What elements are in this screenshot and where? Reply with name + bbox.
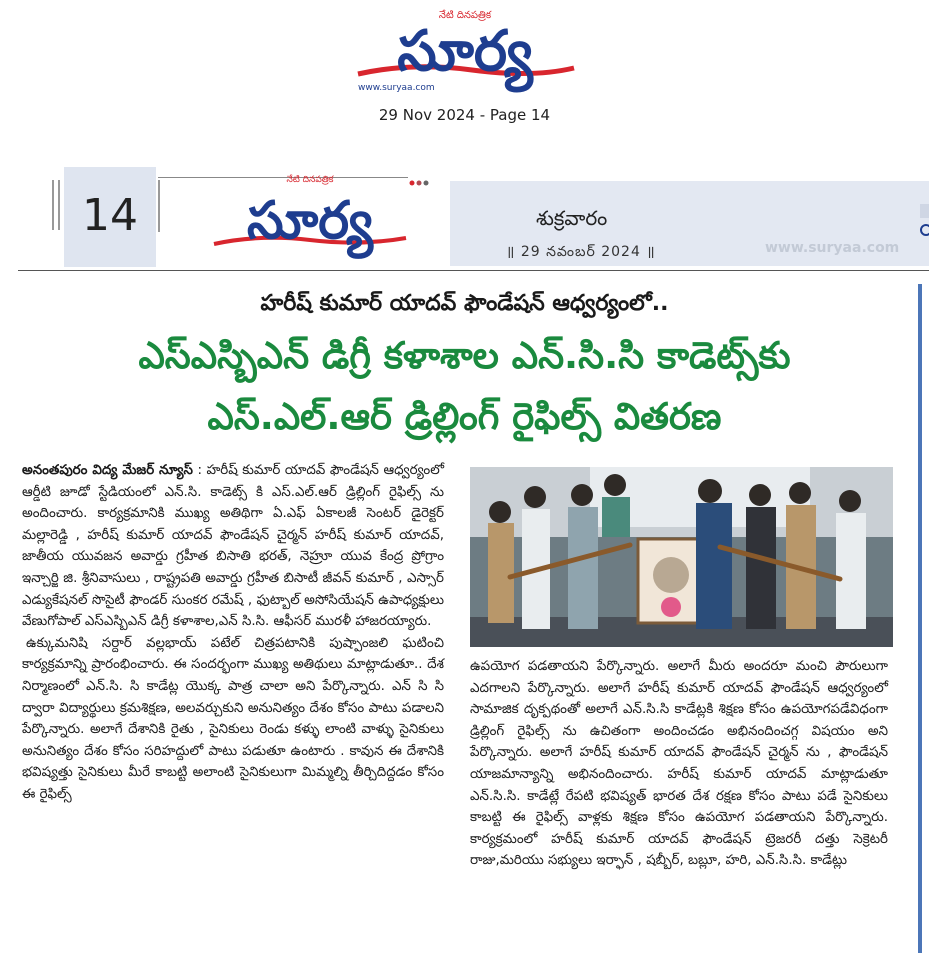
masthead-logo — [352, 4, 578, 96]
divider — [158, 180, 160, 232]
masthead-url: www.suryaa.com — [358, 83, 435, 93]
event-photo — [470, 467, 893, 647]
cropped-logo-fragment — [916, 200, 929, 240]
edition-line: 29 Nov 2024 - Page 14 — [378, 106, 551, 124]
divider — [58, 180, 60, 230]
divider — [52, 180, 54, 230]
article-paragraph — [22, 460, 444, 633]
article-headline-line-1: ఎస్ఎస్బిఎన్ డిగ్రీ కళాశాల ఎన్.సి.సి కాడెట్స్‌కు — [138, 334, 791, 377]
paragraph-text: : హరీష్ కుమార్ యాదవ్ ఫౌండేషన్ ఆధ్వర్యంలో ఆర్డీటి జూడో స్టేడియంలో ఎన్.సి. కాడెట్స్ కి ఎస్.ఎల్.ఆర్ డ్రిల్లింగ్ రైఫిల్స్ ను అందించారు. కార్యక్రమానికి ముఖ్య అతిథిగా ఏ.ఎఫ్ ఏకాలజీ సెంటర్ డైరెక్టర్ మల్లారెడ్డి , హరీష్ కుమార్ యాదవ్ ఫౌండేషన్ చైర్మన్ హరీష్ కుమార్ యాదవ్, జాతీయ యువజన అవార్డు గ్రహీత బిసాతి భరత్, నెహ్రూ యువ కేంద్ర ప్రోగ్రాం ఇన్చార్జి జి. శ్రీనివాసులు , రాష్ట్రపతి అవార్డు గ్రహీత బిసాటీ జీవన్ కుమార్ , ఎస్సార్ ఎడ్యుకేషనల్ సొసైటీ ఫౌండర్ సుంకర రమేష్ , ఫుట్బాల్ అసోసియేషన్ ఉపాధ్యక్షులు వేణుగోపాల్ ఎస్ఎస్బిఎన్ డిగ్రీ కళాశాల,ఎన్ సి.సి. ఆఫీసర్ మురళీ హాజరయ్యారు. — [22, 463, 444, 630]
header-url: www.suryaa.com — [765, 240, 900, 256]
article-column-left — [22, 460, 444, 806]
article-paragraph: ఉక్కుమనిషి సర్దార్ వల్లభాయ్ పటేల్ చిత్రపటానికి పుష్పాంజలి ఘటించి కార్యక్రమాన్ని ప్రారంభించారు. ఈ సందర్భంగా ముఖ్య అతిథులు మాట్లాడుతూ.. దేశ నిర్మాణంలో ఎన్.సి. సి కాడేట్ల యొక్క పాత్ర చాలా అని పేర్కొన్నారు. ఎన్ సి సి ద్వారా విద్యార్థులు క్రమశిక్షణ, అలవర్చుకుని అనునిత్యం దేశం కోసం పాటు పడాలని పేర్కొన్నారు. అలాగే దేశానికి రైతు , సైనికులు రెండు కళ్ళు లాంటి వాళ్ళు సైనికులు అనునిత్యం దేశం కోసం సరిహద్దులో పాటు పడుతూ ఉంటారు . కావున ఈ దేశానికి భవిష్యత్తు సైనికులు మీరే కాబట్టి అలాంటి సైనికులుగా మిమ్మల్ని తీర్చిదిద్దడం కోసం ఈ రైఫిల్స్ — [22, 635, 444, 802]
header-logo-text: సూర్య — [247, 191, 373, 251]
masthead-logo-text: సూర్య — [397, 19, 533, 84]
page-number: 14 — [82, 190, 138, 241]
issue-date: ॥ 29 నవంబర్ 2024 ॥ — [506, 244, 656, 260]
header-logo-tagline: నేటి దినపత్రిక — [286, 175, 334, 185]
masthead-tagline: నేటి దినపత్రిక — [438, 10, 492, 21]
article-column-right — [470, 656, 888, 872]
article-paragraph: ఉపయోగ పడతాయని పేర్కొన్నారు. అలాగే మీరు అందరూ మంచి పౌరులుగా ఎదగాలని పేర్కొన్నారు. అలాగే హరీష్ కుమార్ యాదవ్ ఫౌండేషన్ ఆధ్వర్యంలో సామాజిక దృక్పథంతో అలాగే ఎన్.సి.సి కాడేట్లకి శిక్షణ కోసం ఉపయోగపడేవిధంగా డ్రిల్లింగ్ రైఫిల్స్ ను ఉచితంగా అందించడం అభినందించగ్గ విషయం అని పేర్కొన్నారు. అలాగే హరీష్ కుమార్ యాదవ్ ఫౌండేషన్ చైర్మన్ ను , ఫౌండేషన్ యాజమాన్యాన్ని అభినందించారు. హరీష్ కుమార్ యాదవ్ మాట్లాడుతూ ఎన్.సి.సి. కాడేట్లే రేపటి భవిష్యత్ భారత దేశ రక్షణ కోసం పాటు పడే సైనికులు కాబట్టి ఈ రైఫిల్స్ వాళ్లకు శిక్షణ కోసం ఉపయోగ పడతాయని పేర్కొన్నారు. కార్యక్రమంలో హరీష్ కుమార్ యాదవ్ ఫౌండేషన్ ట్రెజరరీ దత్తు సెక్రెటరీ రాజు,మరియు సభ్యులు ఇర్ఫాన్ , షబ్బీర్, బబ్లూ, హరి, ఎన్.సి.సి. కాడేట్లు — [470, 659, 888, 869]
header-rule — [18, 270, 929, 271]
header-logo — [210, 168, 410, 264]
article-byline: అనంతపురం విద్య మేజర్ న్యూస్ — [22, 463, 193, 478]
article-kicker: హరీష్ కుమార్ యాదవ్ ఫౌండేషన్ ఆధ్వర్యంలో.. — [260, 291, 669, 316]
dots-ornament — [408, 172, 432, 191]
day-name: శుక్రవారం — [536, 206, 608, 230]
article-headline-line-2: ఎస్.ఎల్.ఆర్ డ్రిల్లింగ్ రైఫిల్స్ వితరణ — [207, 395, 722, 438]
